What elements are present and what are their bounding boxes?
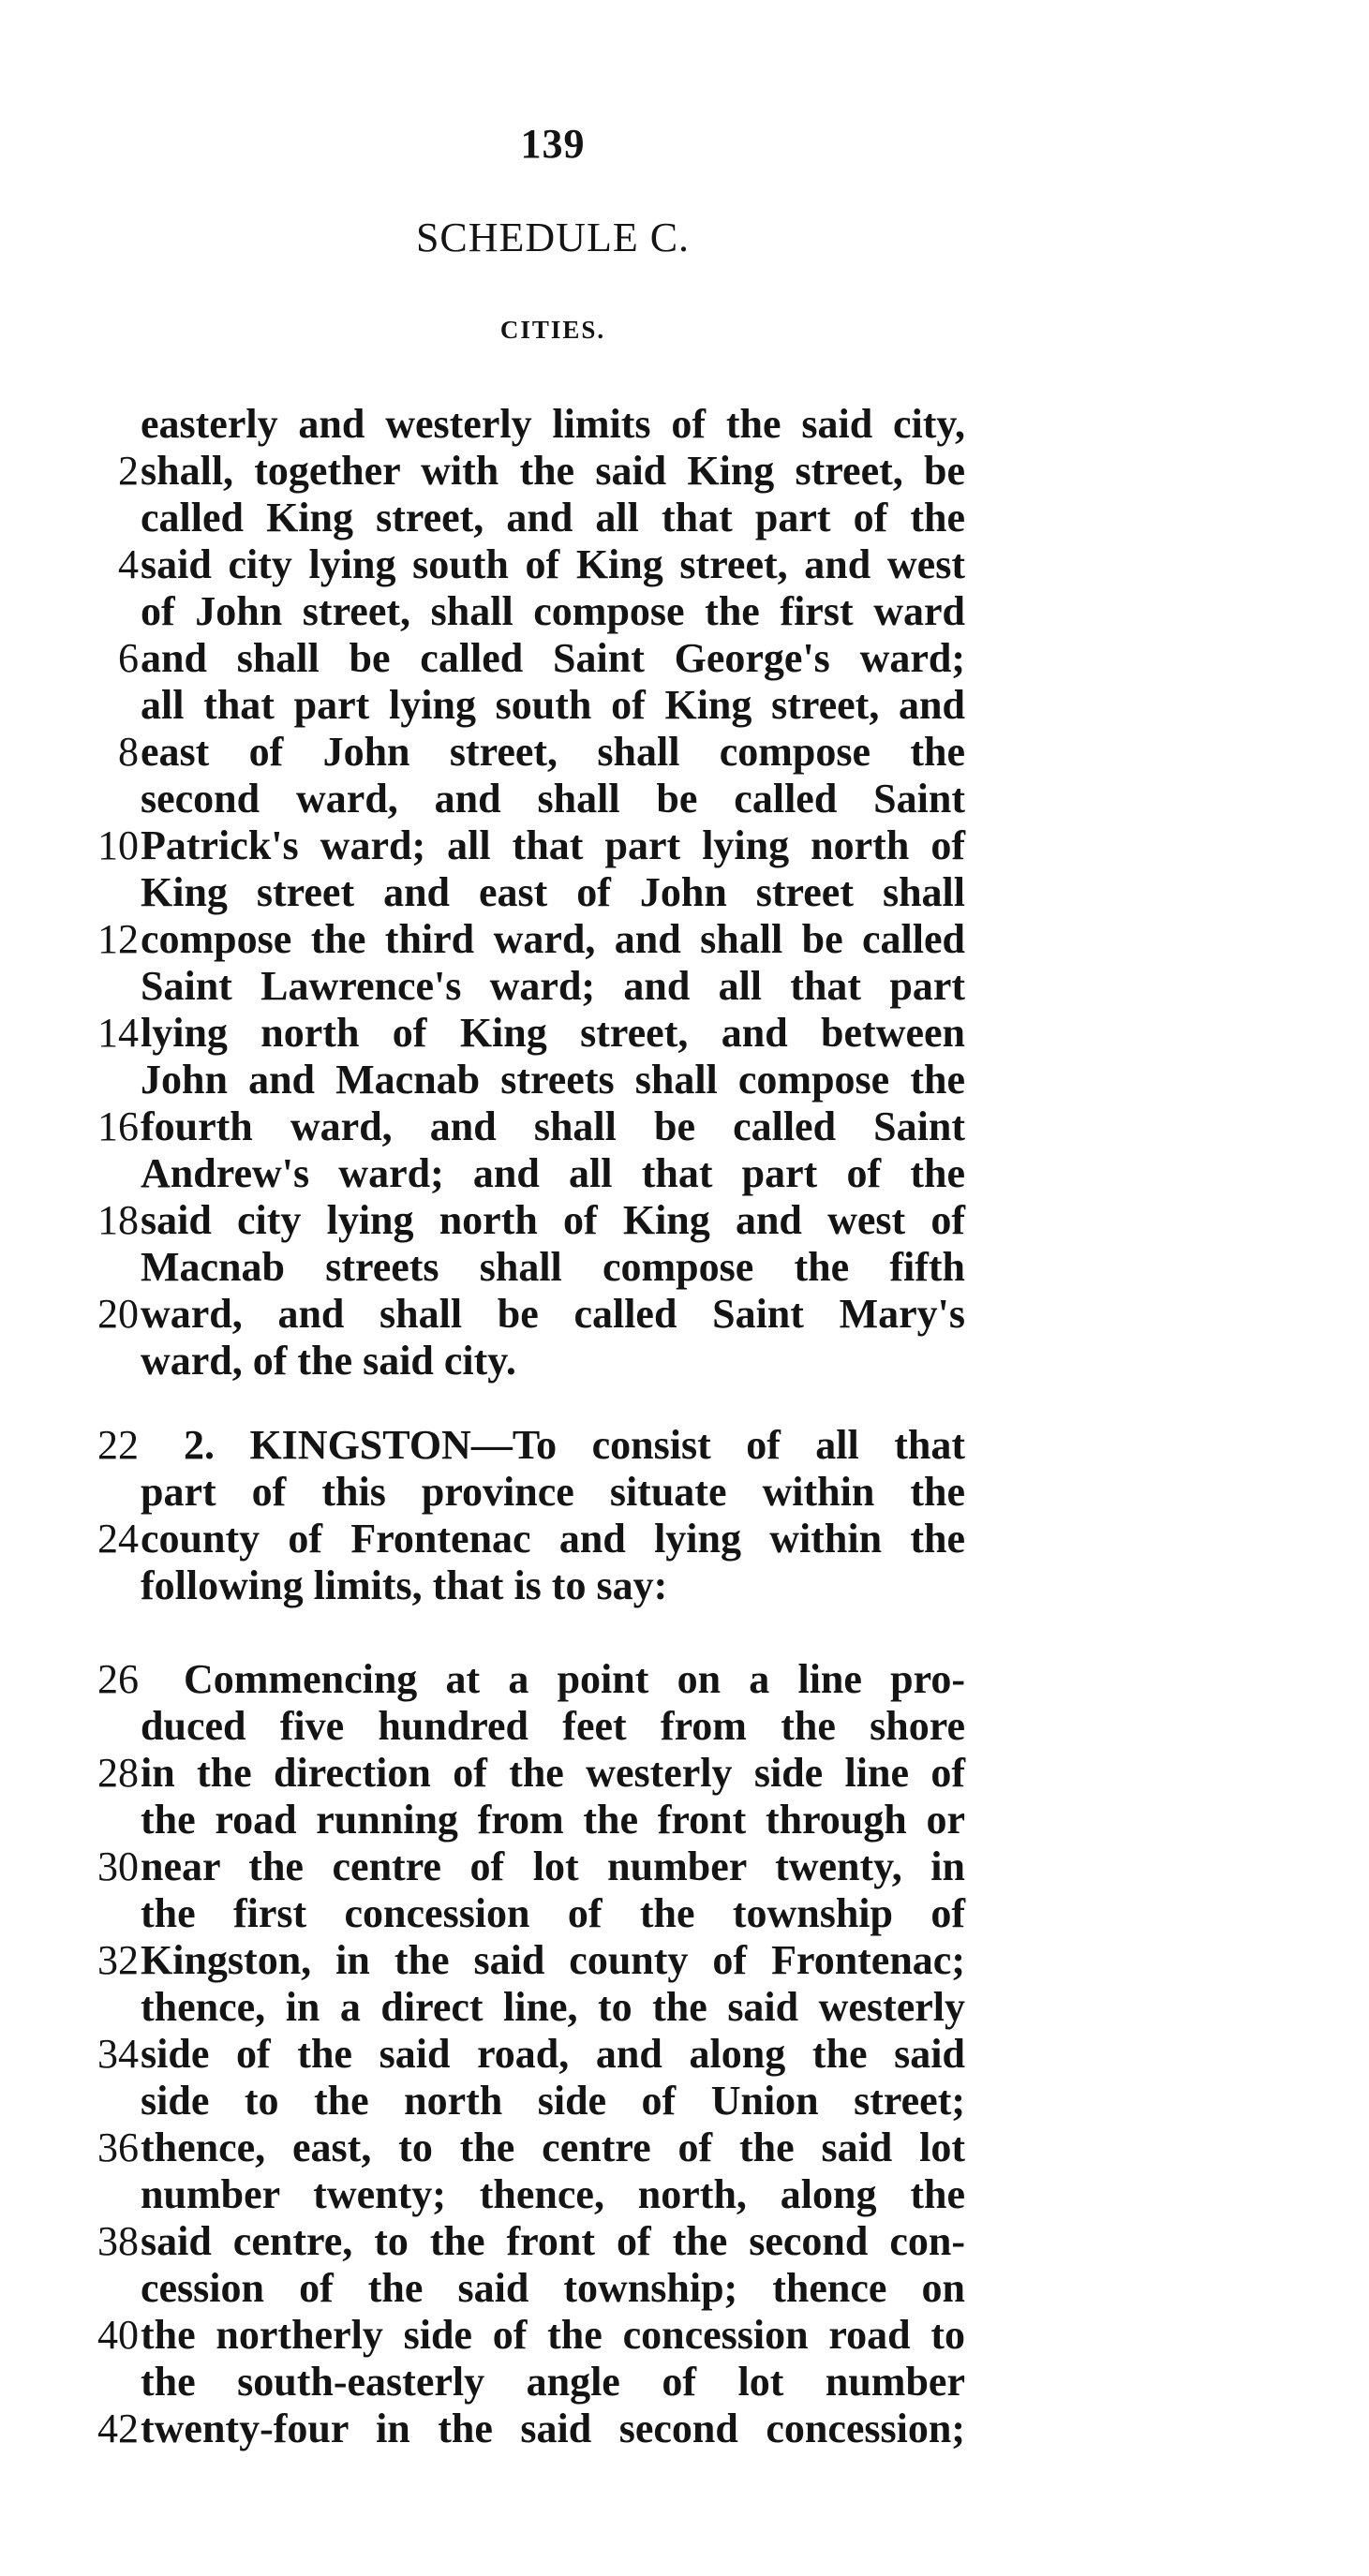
line-number: 36: [97, 2124, 139, 2170]
text-line: [0, 822, 1369, 869]
line-text: duced five hundred feet from the shore: [141, 1703, 965, 1749]
text-line: [0, 1516, 1369, 1562]
text-line: [0, 1469, 1369, 1516]
text-line: [0, 1197, 1369, 1244]
line-text: in the direction of the westerly side line of: [141, 1750, 965, 1796]
line-text: fourth ward, and shall be called Saint: [141, 1103, 965, 1149]
line-text: thence, east, to the centre of the said lot: [141, 2124, 965, 2170]
line-text: shall, together with the said King street, be: [141, 448, 965, 494]
line-number: 40: [97, 2312, 139, 2358]
text-line: [0, 1057, 1369, 1103]
text-line: [0, 541, 1369, 588]
text-line: [0, 2265, 1369, 2312]
text-line: [0, 1244, 1369, 1291]
line-text: all that part lying south of King street, and: [141, 682, 965, 728]
text-line: [0, 682, 1369, 729]
line-text: cession of the said township; thence on: [141, 2265, 965, 2311]
line-number: 4: [118, 541, 139, 587]
line-text: twenty-four in the said second concession;: [141, 2406, 965, 2451]
text-line: [0, 448, 1369, 495]
line-text: Saint Lawrence's ward; and all that part: [141, 963, 965, 1009]
line-text: the road running from the front through or: [141, 1797, 965, 1843]
text-line: [0, 2312, 1369, 2359]
line-number: 18: [97, 1197, 139, 1243]
text-line: [0, 869, 1369, 916]
text-line: [0, 1703, 1369, 1750]
text-line: [0, 2406, 1369, 2452]
line-text: 2. KINGSTON—To consist of all that: [184, 1422, 965, 1468]
line-text: King street and east of John street shall: [141, 869, 965, 915]
text-line: [0, 1010, 1369, 1057]
line-number: 24: [97, 1516, 139, 1562]
text-line: [0, 588, 1369, 635]
line-text: side of the said road, and along the said: [141, 2031, 965, 2077]
line-text: side to the north side of Union street;: [141, 2078, 965, 2124]
line-text: said city lying north of King and west of: [141, 1197, 965, 1243]
text-line: [0, 401, 1369, 448]
line-number: 10: [97, 822, 139, 868]
line-text: of John street, shall compose the first ward: [141, 588, 965, 634]
text-line: [0, 963, 1369, 1010]
line-text: ward, and shall be called Saint Mary's: [141, 1291, 965, 1337]
section-heading: CITIES.: [499, 316, 606, 344]
line-number: 16: [97, 1103, 139, 1149]
line-text: number twenty; thence, north, along the: [141, 2171, 965, 2217]
line-text: said centre, to the front of the second con-: [141, 2218, 965, 2264]
line-number: 42: [97, 2406, 139, 2451]
text-line: [0, 2359, 1369, 2406]
text-line: [0, 1291, 1369, 1338]
line-text: part of this province situate within the: [141, 1469, 965, 1515]
line-text: Kingston, in the said county of Frontenac;: [141, 1937, 965, 1983]
text-line: [0, 2124, 1369, 2171]
text-line: [0, 1150, 1369, 1197]
text-line: [0, 495, 1369, 541]
line-number: 6: [118, 635, 139, 681]
text-line: [0, 1750, 1369, 1797]
text-line: [0, 1562, 1369, 1609]
line-text: the first concession of the township of: [141, 1890, 965, 1936]
text-line: [0, 2171, 1369, 2218]
line-text: following limits, that is to say:: [141, 1562, 668, 1608]
line-number: 12: [97, 916, 139, 962]
line-text: east of John street, shall compose the: [141, 729, 965, 775]
line-text: and shall be called Saint George's ward;: [141, 635, 965, 681]
line-number: 34: [97, 2031, 139, 2077]
text-line: [0, 1797, 1369, 1843]
text-line: [0, 2031, 1369, 2078]
text-line: [0, 916, 1369, 963]
line-text: compose the third ward, and shall be called: [141, 916, 965, 962]
line-number: 20: [97, 1291, 139, 1337]
text-line: [0, 1890, 1369, 1937]
text-line: [0, 2218, 1369, 2265]
line-text: ward, of the said city.: [141, 1338, 516, 1384]
line-number: 22: [97, 1422, 139, 1468]
line-text: the northerly side of the concession road to: [141, 2312, 965, 2358]
text-line: [0, 729, 1369, 776]
line-number: 26: [97, 1656, 139, 1702]
text-line: [0, 1656, 1369, 1703]
line-text: thence, in a direct line, to the said westerly: [141, 1984, 965, 2030]
line-text: second ward, and shall be called Saint: [141, 776, 965, 822]
line-text: easterly and westerly limits of the said city,: [141, 401, 965, 447]
text-line: [0, 1422, 1369, 1469]
line-number: 38: [97, 2218, 139, 2264]
text-line: [0, 1984, 1369, 2031]
schedule-title: SCHEDULE C.: [415, 215, 691, 260]
line-text: Patrick's ward; all that part lying north of: [141, 822, 965, 868]
line-text: Commencing at a point on a line pro-: [184, 1656, 965, 1702]
line-text: near the centre of lot number twenty, in: [141, 1843, 965, 1889]
line-number: 14: [97, 1010, 139, 1056]
line-text: John and Macnab streets shall compose the: [141, 1057, 965, 1103]
text-line: [0, 1338, 1369, 1384]
line-text: Macnab streets shall compose the fifth: [141, 1244, 965, 1290]
line-text: called King street, and all that part of the: [141, 495, 965, 540]
line-number: 8: [118, 729, 139, 775]
line-number: 28: [97, 1750, 139, 1796]
text-line: [0, 776, 1369, 822]
text-line: [0, 1937, 1369, 1984]
line-text: Andrew's ward; and all that part of the: [141, 1150, 965, 1196]
line-text: said city lying south of King street, and west: [141, 541, 965, 587]
page-number: 139: [520, 121, 586, 167]
text-line: [0, 2078, 1369, 2124]
line-text: the south-easterly angle of lot number: [141, 2359, 965, 2405]
line-text: county of Frontenac and lying within the: [141, 1516, 965, 1562]
line-number: 30: [97, 1843, 139, 1889]
text-line: [0, 1843, 1369, 1890]
line-text: lying north of King street, and between: [141, 1010, 965, 1056]
text-line: [0, 1103, 1369, 1150]
line-number: 2: [118, 448, 139, 494]
text-line: [0, 635, 1369, 682]
line-number: 32: [97, 1937, 139, 1983]
